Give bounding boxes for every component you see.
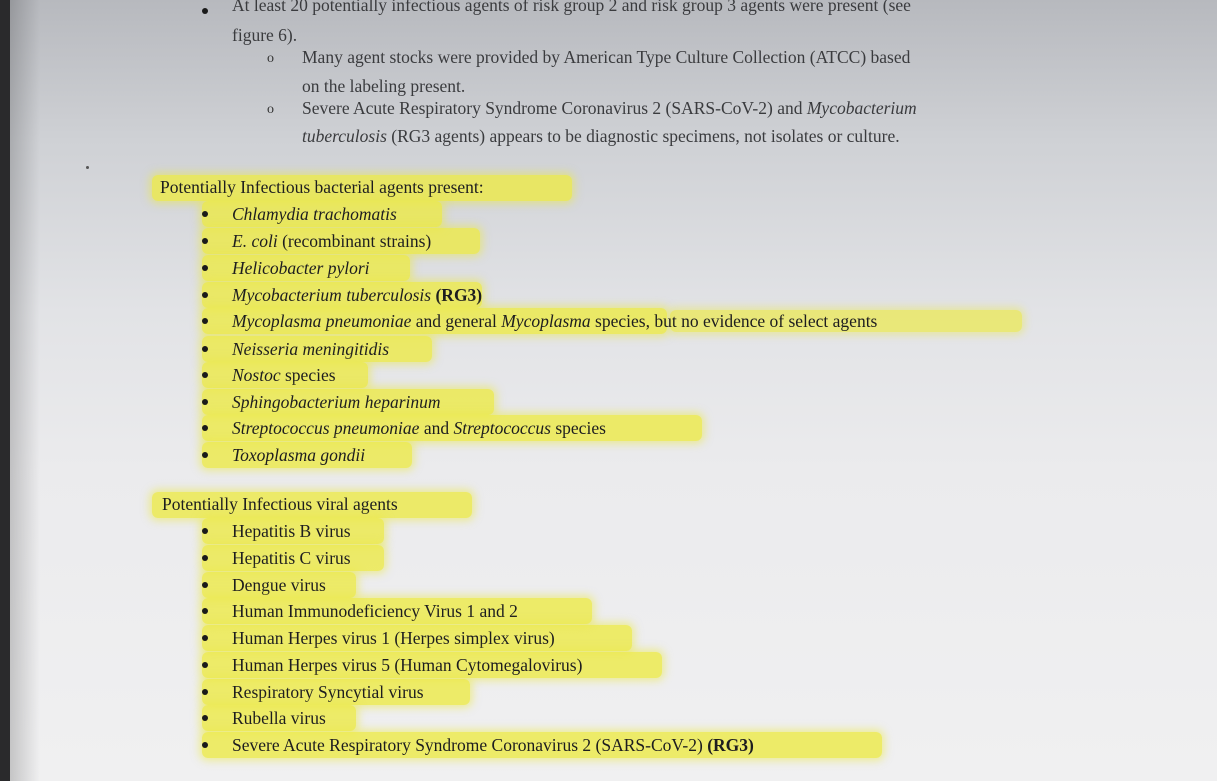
bacterial-item: Helicobacter pylori xyxy=(232,258,370,278)
bacterial-item: Streptococcus pneumoniae and Streptococcus species xyxy=(232,418,606,438)
viral-item: Severe Acute Respiratory Syndrome Coronavirus 2 (SARS-CoV-2) (RG3) xyxy=(232,735,754,755)
bullet-icon xyxy=(202,662,208,668)
sub-bullet-icon: o xyxy=(267,51,274,66)
bullet-icon xyxy=(202,425,208,431)
document-page xyxy=(10,0,1217,781)
bacterial-item: E. coli (recombinant strains) xyxy=(232,231,432,251)
viral-item: Hepatitis C virus xyxy=(232,548,351,568)
bullet-icon xyxy=(202,265,208,271)
bacterial-item: Chlamydia trachomatis xyxy=(232,204,397,224)
bullet-icon xyxy=(202,528,208,534)
bullet-icon xyxy=(202,689,208,695)
bullet-icon xyxy=(202,582,208,588)
bacterial-item-overlay: Mycoplasma pneumoniae and general Mycoplasma species, but no evidence of select agents xyxy=(232,311,878,331)
bullet-icon xyxy=(202,318,208,324)
sub-bullet-icon: o xyxy=(267,102,274,117)
viral-item: Human Herpes virus 1 (Herpes simplex virus) xyxy=(232,628,555,648)
viral-item: Human Herpes virus 5 (Human Cytomegalovirus) xyxy=(232,655,583,675)
bullet-icon xyxy=(202,742,208,748)
sub-item-1-line-1: Many agent stocks were provided by American Type Culture Collection (ATCC) based xyxy=(302,47,911,67)
bullet-icon xyxy=(202,238,208,244)
bullet-icon xyxy=(202,555,208,561)
bacterial-item: Sphingobacterium heparinum xyxy=(232,392,441,412)
bullet-icon xyxy=(202,608,208,614)
viral-item: Hepatitis B virus xyxy=(232,521,351,541)
bullet-icon xyxy=(202,715,208,721)
sub-item-2-line-2: tuberculosis (RG3 agents) appears to be diagnostic specimens, not isolates or culture. xyxy=(302,126,900,146)
sub-item-1-line-2: on the labeling present. xyxy=(302,76,466,96)
bacterial-item: Nostoc species xyxy=(232,365,336,385)
bacterial-item: Mycobacterium tuberculosis (RG3) xyxy=(232,285,483,305)
bullet-icon xyxy=(202,399,208,405)
viral-item: Rubella virus xyxy=(232,708,326,728)
intro-bullet-line-2: figure 6). xyxy=(232,25,298,45)
sub-item-2-line-1: Severe Acute Respiratory Syndrome Coronavirus 2 (SARS-CoV-2) and Mycobacterium xyxy=(302,98,917,118)
bullet-icon xyxy=(202,452,208,458)
bullet-icon xyxy=(202,8,208,14)
bacterial-item: Neisseria meningitidis xyxy=(232,339,390,359)
bullet-icon xyxy=(202,292,208,298)
bacterial-item: Toxoplasma gondii xyxy=(232,445,366,465)
bullet-icon xyxy=(202,211,208,217)
bullet-icon xyxy=(202,346,208,352)
viral-item: Dengue virus xyxy=(232,575,326,595)
viral-heading: Potentially Infectious viral agents xyxy=(162,494,398,514)
viral-item: Human Immunodeficiency Virus 1 and 2 xyxy=(232,601,518,621)
viral-item: Respiratory Syncytial virus xyxy=(232,682,424,702)
scan-speck xyxy=(86,166,89,169)
bacterial-heading: Potentially Infectious bacterial agents present: xyxy=(160,177,484,197)
bullet-icon xyxy=(202,372,208,378)
bullet-icon xyxy=(202,635,208,641)
intro-bullet-line-1: At least 20 potentially infectious agents of risk group 2 and risk group 3 agents were present (see xyxy=(232,0,911,15)
